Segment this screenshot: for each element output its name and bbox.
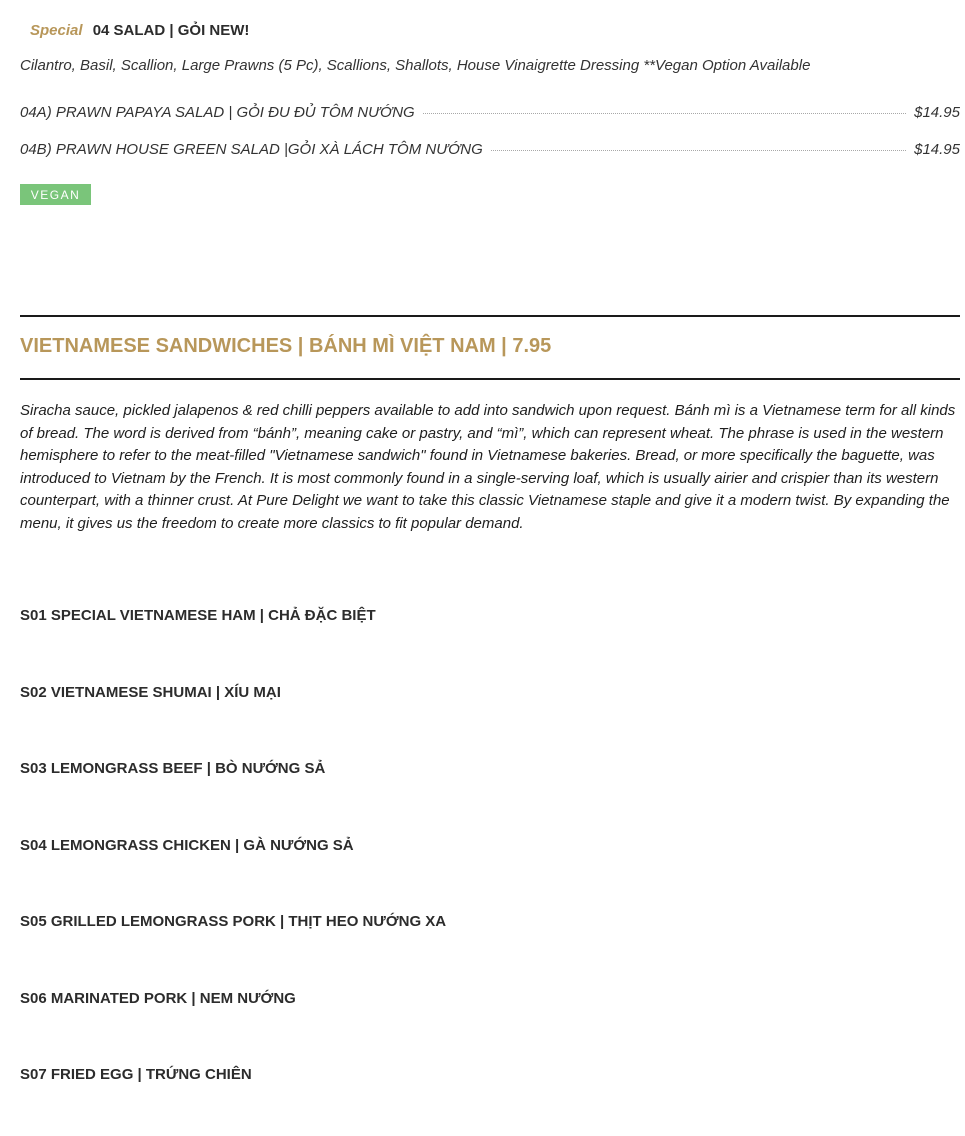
sandwiches-section-title: VIETNAMESE SANDWICHES | BÁNH MÌ VIỆT NAM | 7.95 <box>20 335 552 357</box>
salad-header <box>30 22 249 39</box>
sandwich-item-s05[interactable]: S05 GRILLED LEMONGRASS PORK | THỊT HEO NƯỚNG XA <box>20 913 447 930</box>
menu-item-price: $14.95 <box>914 141 960 158</box>
menu-item-price: $14.95 <box>914 104 960 121</box>
menu-item-04b[interactable] <box>20 141 960 158</box>
section-divider-bottom <box>20 378 960 380</box>
salad-title: 04 SALAD | GỎI NEW! <box>92 22 250 39</box>
sandwich-item-s02[interactable]: S02 VIETNAMESE SHUMAI | XÍU MẠI <box>20 684 281 701</box>
salad-description: Cilantro, Basil, Scallion, Large Prawns (5 Pc), Scallions, Shallots, House Vinaigrette Dressing **Vegan Option Available <box>20 57 811 74</box>
sandwich-item-s06[interactable]: S06 MARINATED PORK | NEM NƯỚNG <box>20 990 296 1007</box>
sandwich-item-s07[interactable]: S07 FRIED EGG | TRỨNG CHIÊN <box>20 1066 252 1083</box>
sandwich-item-s03[interactable]: S03 LEMONGRASS BEEF | BÒ NƯỚNG SẢ <box>20 760 326 777</box>
dotted-leader <box>423 112 906 114</box>
dotted-leader <box>491 149 906 151</box>
menu-item-04a[interactable] <box>20 104 960 121</box>
sandwich-item-s01[interactable]: S01 SPECIAL VIETNAMESE HAM | CHẢ ĐẶC BIỆT <box>20 607 376 624</box>
section-divider-top <box>20 315 960 317</box>
sandwiches-description: Siracha sauce, pickled jalapenos & red chilli peppers available to add into sandwich upon request. Bánh mì is a Vietnamese term for all kinds of bread. The word is derived from “bánh”, meaning cake or pastry, and “mì”, which can represent wheat. The phrase is used in the western hemisphere to refer to the meat-filled "Vietnamese sandwich" found in Vietnamese bakeries. Bread, or more specifically the baguette, was introduced to Vietnam by the French. It is most commonly found in a single-serving loaf, which is usually airier and crispier than its western counterpart, with a thinner crust. At Pure Delight we want to take this classic Vietnamese staple and give it a modern twist. By expanding the menu, it gives us the freedom to create more classics to fit popular demand. <box>20 402 956 532</box>
special-label: Special <box>30 22 83 39</box>
vegan-badge: VEGAN <box>20 184 91 205</box>
menu-item-name: 04A) PRAWN PAPAYA SALAD | GỎI ĐU ĐỦ TÔM NƯỚNG <box>20 104 415 121</box>
sandwich-item-s04[interactable]: S04 LEMONGRASS CHICKEN | GÀ NƯỚNG SẢ <box>20 837 354 854</box>
menu-item-name: 04B) PRAWN HOUSE GREEN SALAD |GỎI XÀ LÁCH TÔM NƯỚNG <box>20 141 483 158</box>
